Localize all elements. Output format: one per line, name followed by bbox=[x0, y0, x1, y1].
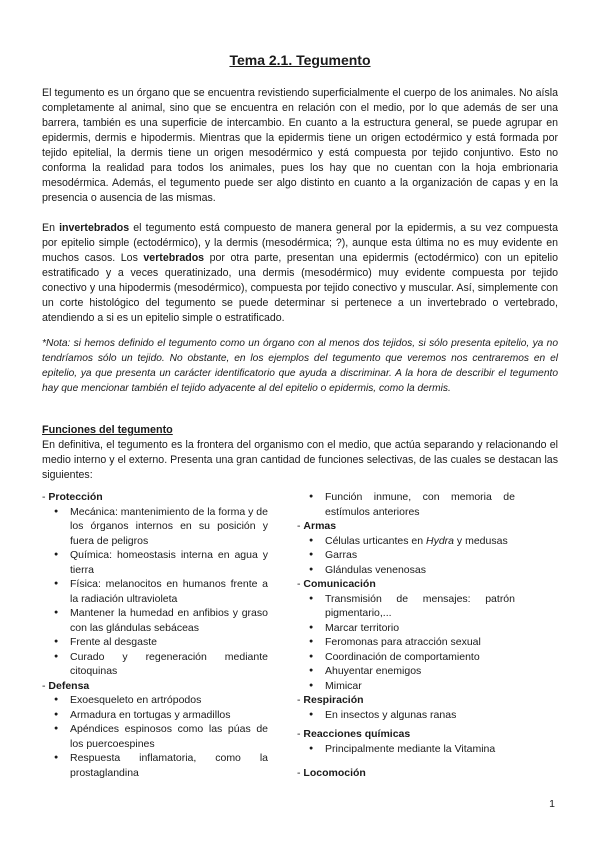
list-item: ● Marcar territorio bbox=[325, 621, 515, 636]
dash: - bbox=[297, 578, 304, 590]
list-item: ● Exoesqueleto en artrópodos bbox=[70, 693, 268, 708]
text-run: y medusas bbox=[454, 534, 508, 547]
species-name: Hydra bbox=[425, 534, 454, 547]
dash: - bbox=[297, 767, 304, 779]
dash: - bbox=[297, 694, 304, 706]
category-respiracion bbox=[297, 693, 515, 708]
list-item: ● Feromonas para atracción sexual bbox=[325, 635, 515, 650]
note-paragraph: *Nota: si hemos definido el tegumento como un órgano con al menos dos tejidos, si sólo presenta epitelio, ya no tendríamos sólo un tejido. No obstante, en los ejemplos del tegumento que veremos nos centraremos en el epitelio, ya que presenta un carácter identificatorio que ayuda a discriminar. A la hora de describir el tegumento hay que mencionar también el tejido adyacente al del epitelio o epidermis, como la dermis. bbox=[42, 338, 558, 394]
list-reacciones-quimicas bbox=[297, 742, 515, 757]
category-label: Respiración bbox=[303, 694, 364, 706]
list-item: ● Función inmune, con memoria de estímulos anteriores bbox=[325, 490, 515, 519]
list-defensa-cont bbox=[297, 490, 515, 519]
list-item: ● Física: melanocitos en humanos frente a la radiación ultravioleta bbox=[70, 577, 268, 606]
list-respiracion bbox=[297, 708, 515, 723]
category-label: Protección bbox=[48, 491, 103, 503]
list-defensa bbox=[42, 693, 268, 780]
invertebrates-vertebrates-paragraph bbox=[42, 221, 558, 326]
list-armas bbox=[297, 534, 515, 578]
bold-invertebrados: invertebrados bbox=[59, 222, 130, 234]
category-locomocion bbox=[297, 766, 515, 781]
text-run: Células urticantes en bbox=[325, 534, 426, 547]
list-item: ● Mimicar bbox=[325, 679, 515, 694]
list-item: ● En insectos y algunas ranas bbox=[325, 708, 515, 723]
list-item: ● Coordinación de comportamiento bbox=[325, 650, 515, 665]
page-number: 1 bbox=[549, 798, 555, 810]
dash: - bbox=[297, 728, 304, 740]
list-comunicacion bbox=[297, 592, 515, 694]
page-title: Tema 2.1. Tegumento bbox=[229, 52, 371, 68]
list-item: ● Garras bbox=[325, 548, 515, 563]
list-proteccion bbox=[42, 505, 268, 679]
list-item: ● Respuesta inflamatoria, como la prostaglandina bbox=[70, 751, 268, 780]
functions-left-column bbox=[42, 490, 268, 780]
list-item: ● Química: homeostasis interna en agua y tierra bbox=[70, 548, 268, 577]
category-reacciones-quimicas bbox=[297, 727, 515, 742]
list-item: ● Mantener la humedad en anfibios y graso con las glándulas sebáceas bbox=[70, 606, 268, 635]
category-label: Armas bbox=[303, 520, 337, 532]
list-item: ● Mecánica: mantenimiento de la forma y de los órganos internos en su posición y fuera de peligros bbox=[70, 505, 268, 549]
bold-vertebrados: vertebrados bbox=[143, 252, 205, 264]
category-label: Defensa bbox=[48, 679, 90, 692]
category-comunicacion bbox=[297, 577, 515, 592]
dash: - bbox=[42, 491, 49, 503]
category-defensa bbox=[42, 679, 268, 694]
intro-paragraph: El tegumento es un órgano que se encuentra revistiendo superficialmente el cuerpo de los animales. No aísla completamente al animal, sino que se encuentra en relación con el medio, por lo que además de ser una barrera, también es una superficie de intercambio. En cuanto a la estructura general, se puede agrupar en epidermis, dermis e hipodermis. Mientras que la epidermis tiene un origen ectodérmico y está formada por tejido epitelial, la dermis tiene un origen mesodérmico y está compuesta por tejido conjuntivo. Esto no conforma la realidad para todos los animales, pues los hay que no cuentan con la hoja embrionaria mesodérmica. Además, el tegumento puede ser algo distinto en cuanto a la organización de capas y en la presencia o ausencia de las mismas. bbox=[42, 87, 558, 204]
list-item: ● Ahuyentar enemigos bbox=[325, 664, 515, 679]
functions-intro: En definitiva, el tegumento es la frontera del organismo con el medio, que actúa separando y relacionando el medio interno y el externo. Presenta una gran cantidad de funciones selectivas, de las cuales se destacan las siguientes: bbox=[42, 439, 558, 481]
category-armas bbox=[297, 519, 515, 534]
category-label: Comunicación bbox=[303, 578, 376, 590]
category-label: Reacciones químicas bbox=[303, 728, 411, 740]
dash: - bbox=[297, 520, 304, 532]
dash: - bbox=[42, 679, 49, 692]
functions-right-column bbox=[297, 490, 515, 781]
functions-heading: Funciones del tegumento bbox=[42, 424, 173, 436]
list-item: ● Armadura en tortugas y armadillos bbox=[70, 708, 268, 723]
list-item: ● Principalmente mediante la Vitamina bbox=[325, 742, 515, 757]
list-item bbox=[325, 534, 515, 549]
list-item: ● Transmisión de mensajes: patrón pigmentario,... bbox=[325, 592, 515, 621]
list-item: ● Curado y regeneración mediante citoquinas bbox=[70, 650, 268, 679]
list-item: ● Glándulas venenosas bbox=[325, 563, 515, 578]
category-proteccion bbox=[42, 490, 268, 505]
text-run: por otra parte, presentan una epidermis (ectodérmico) con un epitelio estratificado y a veces queratinizado, una dermis (mesodérmico) muy evidente compuesta por tejido conectivo y una hipodermis (mesodérmico), compuesta por tejido conectivo y muscular. Así, simplemente con un corte histológico del tegumento se puede determinar si pertenece a un invertebrado o vertebrado, atendiendo a si es un epitelio simple o estratificado. bbox=[42, 252, 558, 324]
list-item: ● Apéndices espinosos como las púas de los puercoespines bbox=[70, 722, 268, 751]
text-run: En bbox=[42, 222, 60, 234]
list-item: ● Frente al desgaste bbox=[70, 635, 268, 650]
text-run: el tegumento está compuesto de manera general por la epidermis, a su vez compuesta por epitelio simple (ectodérmico), y la dermis (mesodérmica; ?), aunque esta última no es muy evidente en muchos casos. Los bbox=[42, 222, 558, 264]
category-label: Locomoción bbox=[303, 767, 366, 779]
